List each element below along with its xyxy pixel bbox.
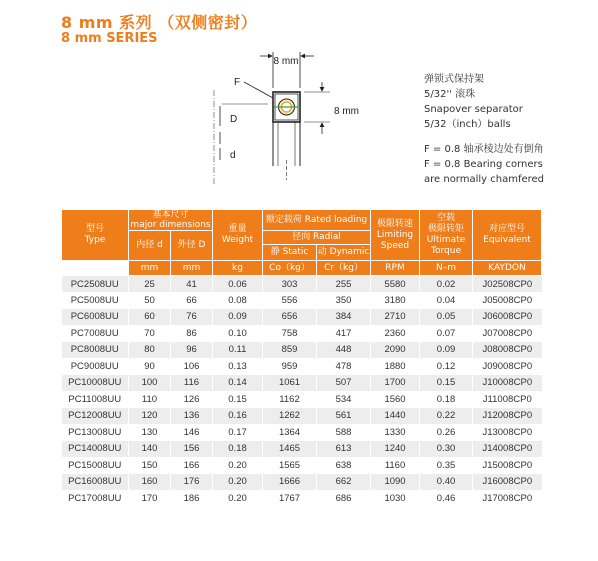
unit-inner-diameter: mm bbox=[129, 261, 171, 276]
cell-limiting-speed: 1160 bbox=[371, 457, 420, 474]
unit-weight: kg bbox=[213, 261, 263, 276]
cell-dynamic-load: 662 bbox=[317, 474, 371, 491]
note-chamfer-en-1: F = 0.8 Bearing corners bbox=[424, 159, 543, 170]
cell-static-load: 556 bbox=[263, 292, 317, 309]
cell-inner-d: 100 bbox=[129, 375, 171, 392]
cell-dynamic-load: 561 bbox=[317, 408, 371, 425]
table-row bbox=[62, 309, 542, 326]
cell-static-load: 1364 bbox=[263, 424, 317, 441]
cell-equivalent: J17008CP0 bbox=[473, 490, 542, 507]
note-chamfer-cn: F = 0.8 轴承棱边处有倒角 bbox=[424, 144, 544, 155]
cell-static-load: 1162 bbox=[263, 391, 317, 408]
cell-static-load: 303 bbox=[263, 276, 317, 293]
cell-limiting-speed: 1240 bbox=[371, 441, 420, 458]
unit-torque: N–m bbox=[420, 261, 473, 276]
table-row bbox=[62, 292, 542, 309]
cell-inner-d: 70 bbox=[129, 325, 171, 342]
cell-dynamic-load: 448 bbox=[317, 342, 371, 359]
height-dimension-label: 8 mm bbox=[334, 106, 359, 117]
note-separator-cn: 弹锁式保持架 bbox=[424, 74, 484, 85]
cell-dynamic-load: 478 bbox=[317, 358, 371, 375]
cell-limiting-speed: 2360 bbox=[371, 325, 420, 342]
width-dimension-label: 8 mm bbox=[273, 56, 299, 67]
note-balls-cn: 5/32'' 滚珠 bbox=[424, 89, 476, 100]
cell-outer-d: 41 bbox=[171, 276, 213, 293]
header-rated-loading: 额定载荷 Rated loading bbox=[263, 210, 371, 231]
cell-dynamic-load: 350 bbox=[317, 292, 371, 309]
cell-weight: 0.20 bbox=[213, 457, 263, 474]
outer-diameter-label: D bbox=[230, 114, 238, 125]
cell-inner-d: 25 bbox=[129, 276, 171, 293]
cell-type: PC16008UU bbox=[62, 474, 129, 491]
cell-inner-d: 60 bbox=[129, 309, 171, 326]
cell-outer-d: 186 bbox=[171, 490, 213, 507]
cell-equivalent: J06008CP0 bbox=[473, 309, 542, 326]
cell-ultimate-torque: 0.35 bbox=[420, 457, 473, 474]
cell-static-load: 1262 bbox=[263, 408, 317, 425]
cell-static-load: 656 bbox=[263, 309, 317, 326]
cell-outer-d: 106 bbox=[171, 358, 213, 375]
table-row bbox=[62, 441, 542, 458]
cell-weight: 0.09 bbox=[213, 309, 263, 326]
note-separator-en: Snapover separator bbox=[424, 104, 523, 115]
unit-static: Co（kg） bbox=[263, 261, 317, 276]
unit-equivalent: KAYDON bbox=[473, 261, 542, 276]
cell-inner-d: 110 bbox=[129, 391, 171, 408]
cell-outer-d: 156 bbox=[171, 441, 213, 458]
header-limiting-speed: 极限转速 Limiting Speed bbox=[371, 210, 420, 261]
cell-outer-d: 146 bbox=[171, 424, 213, 441]
cell-type: PC11008UU bbox=[62, 391, 129, 408]
cell-ultimate-torque: 0.22 bbox=[420, 408, 473, 425]
cell-equivalent: J13008CP0 bbox=[473, 424, 542, 441]
cell-outer-d: 136 bbox=[171, 408, 213, 425]
cell-type: PC5008UU bbox=[62, 292, 129, 309]
cell-type: PC7008UU bbox=[62, 325, 129, 342]
cell-equivalent: J15008CP0 bbox=[473, 457, 542, 474]
bearing-cross-section-diagram bbox=[200, 48, 380, 188]
table-row bbox=[62, 408, 542, 425]
cell-dynamic-load: 255 bbox=[317, 276, 371, 293]
cell-inner-d: 90 bbox=[129, 358, 171, 375]
cell-limiting-speed: 1090 bbox=[371, 474, 420, 491]
cell-ultimate-torque: 0.02 bbox=[420, 276, 473, 293]
cell-ultimate-torque: 0.12 bbox=[420, 358, 473, 375]
header-ultimate-torque: 空载 极限转矩 Ultimate Torque bbox=[420, 210, 473, 261]
table-row bbox=[62, 375, 542, 392]
cell-limiting-speed: 1880 bbox=[371, 358, 420, 375]
cell-ultimate-torque: 0.40 bbox=[420, 474, 473, 491]
cell-equivalent: J11008CP0 bbox=[473, 391, 542, 408]
cell-weight: 0.20 bbox=[213, 474, 263, 491]
cell-type: PC15008UU bbox=[62, 457, 129, 474]
cell-dynamic-load: 417 bbox=[317, 325, 371, 342]
cell-ultimate-torque: 0.09 bbox=[420, 342, 473, 359]
cell-limiting-speed: 1330 bbox=[371, 424, 420, 441]
header-static: 静 Static bbox=[263, 245, 317, 261]
cell-ultimate-torque: 0.30 bbox=[420, 441, 473, 458]
header-type: 型号 Type bbox=[62, 210, 129, 261]
cell-outer-d: 166 bbox=[171, 457, 213, 474]
cell-equivalent: J16008CP0 bbox=[473, 474, 542, 491]
cell-weight: 0.08 bbox=[213, 292, 263, 309]
cell-dynamic-load: 534 bbox=[317, 391, 371, 408]
cell-dynamic-load: 686 bbox=[317, 490, 371, 507]
cell-static-load: 1061 bbox=[263, 375, 317, 392]
cell-weight: 0.18 bbox=[213, 441, 263, 458]
cell-type: PC10008UU bbox=[62, 375, 129, 392]
note-balls-en: 5/32（inch）balls bbox=[424, 119, 511, 130]
header-weight: 重量 Weight bbox=[213, 210, 263, 261]
unit-dynamic: Cr（kg） bbox=[317, 261, 371, 276]
table-row bbox=[62, 474, 542, 491]
cell-type: PC8008UU bbox=[62, 342, 129, 359]
cell-ultimate-torque: 0.46 bbox=[420, 490, 473, 507]
cell-equivalent: J09008CP0 bbox=[473, 358, 542, 375]
table-row bbox=[62, 490, 542, 507]
cell-type: PC17008UU bbox=[62, 490, 129, 507]
cell-weight: 0.20 bbox=[213, 490, 263, 507]
header-outer-diameter: 外径 D bbox=[171, 231, 213, 261]
cell-weight: 0.10 bbox=[213, 325, 263, 342]
cell-weight: 0.11 bbox=[213, 342, 263, 359]
cell-ultimate-torque: 0.26 bbox=[420, 424, 473, 441]
cell-limiting-speed: 1700 bbox=[371, 375, 420, 392]
cell-dynamic-load: 507 bbox=[317, 375, 371, 392]
cell-limiting-speed: 2090 bbox=[371, 342, 420, 359]
cell-type: PC6008UU bbox=[62, 309, 129, 326]
table-row bbox=[62, 325, 542, 342]
cell-inner-d: 130 bbox=[129, 424, 171, 441]
cell-inner-d: 50 bbox=[129, 292, 171, 309]
cell-outer-d: 116 bbox=[171, 375, 213, 392]
header-radial: 径向 Radial bbox=[263, 231, 371, 245]
cell-limiting-speed: 1440 bbox=[371, 408, 420, 425]
cell-outer-d: 96 bbox=[171, 342, 213, 359]
table-row bbox=[62, 342, 542, 359]
cell-outer-d: 76 bbox=[171, 309, 213, 326]
table-row bbox=[62, 391, 542, 408]
cell-static-load: 1666 bbox=[263, 474, 317, 491]
cell-type: PC2508UU bbox=[62, 276, 129, 293]
table-row bbox=[62, 358, 542, 375]
cell-inner-d: 170 bbox=[129, 490, 171, 507]
cell-equivalent: J10008CP0 bbox=[473, 375, 542, 392]
chamfer-f-label: F bbox=[234, 77, 241, 88]
cell-type: PC14008UU bbox=[62, 441, 129, 458]
cell-equivalent: J02508CP0 bbox=[473, 276, 542, 293]
cell-equivalent: J05008CP0 bbox=[473, 292, 542, 309]
cell-inner-d: 160 bbox=[129, 474, 171, 491]
note-chamfer-en-2: are normally chamfered bbox=[424, 174, 545, 185]
unit-outer-diameter: mm bbox=[171, 261, 213, 276]
cell-weight: 0.15 bbox=[213, 391, 263, 408]
bearing-notes bbox=[424, 72, 544, 187]
cell-inner-d: 150 bbox=[129, 457, 171, 474]
cell-static-load: 1767 bbox=[263, 490, 317, 507]
bearing-spec-table bbox=[61, 209, 542, 507]
table-row bbox=[62, 424, 542, 441]
cell-inner-d: 140 bbox=[129, 441, 171, 458]
cell-limiting-speed: 5580 bbox=[371, 276, 420, 293]
cell-type: PC13008UU bbox=[62, 424, 129, 441]
cell-outer-d: 66 bbox=[171, 292, 213, 309]
cell-dynamic-load: 588 bbox=[317, 424, 371, 441]
cell-weight: 0.13 bbox=[213, 358, 263, 375]
header-dynamic: 动 Dynamic bbox=[317, 245, 371, 261]
header-major-dimensions: 基本尺寸 major dimensions bbox=[130, 210, 211, 230]
cell-type: PC9008UU bbox=[62, 358, 129, 375]
cell-static-load: 1565 bbox=[263, 457, 317, 474]
cell-weight: 0.17 bbox=[213, 424, 263, 441]
cell-static-load: 959 bbox=[263, 358, 317, 375]
cell-ultimate-torque: 0.05 bbox=[420, 309, 473, 326]
cell-ultimate-torque: 0.04 bbox=[420, 292, 473, 309]
series-title-en: 8 mm SERIES bbox=[61, 31, 158, 46]
cell-static-load: 758 bbox=[263, 325, 317, 342]
cell-equivalent: J14008CP0 bbox=[473, 441, 542, 458]
cell-ultimate-torque: 0.15 bbox=[420, 375, 473, 392]
cell-dynamic-load: 384 bbox=[317, 309, 371, 326]
cell-weight: 0.14 bbox=[213, 375, 263, 392]
cell-limiting-speed: 3180 bbox=[371, 292, 420, 309]
cell-outer-d: 176 bbox=[171, 474, 213, 491]
cell-ultimate-torque: 0.18 bbox=[420, 391, 473, 408]
cell-weight: 0.06 bbox=[213, 276, 263, 293]
header-inner-diameter: 内径 d bbox=[129, 231, 171, 261]
inner-diameter-label: d bbox=[230, 150, 236, 161]
cell-type: PC12008UU bbox=[62, 408, 129, 425]
cell-limiting-speed: 1560 bbox=[371, 391, 420, 408]
cell-dynamic-load: 613 bbox=[317, 441, 371, 458]
cell-inner-d: 120 bbox=[129, 408, 171, 425]
table-row bbox=[62, 276, 542, 293]
cell-limiting-speed: 2710 bbox=[371, 309, 420, 326]
cell-inner-d: 80 bbox=[129, 342, 171, 359]
cell-outer-d: 86 bbox=[171, 325, 213, 342]
table-row bbox=[62, 457, 542, 474]
cell-equivalent: J12008CP0 bbox=[473, 408, 542, 425]
cell-outer-d: 126 bbox=[171, 391, 213, 408]
cell-weight: 0.16 bbox=[213, 408, 263, 425]
unit-speed: RPM bbox=[371, 261, 420, 276]
cell-equivalent: J08008CP0 bbox=[473, 342, 542, 359]
cell-ultimate-torque: 0.07 bbox=[420, 325, 473, 342]
cell-limiting-speed: 1030 bbox=[371, 490, 420, 507]
cell-dynamic-load: 638 bbox=[317, 457, 371, 474]
cell-static-load: 1465 bbox=[263, 441, 317, 458]
header-equivalent: 对应型号 Equivalent bbox=[473, 210, 542, 261]
cell-equivalent: J07008CP0 bbox=[473, 325, 542, 342]
series-title-cn: 8 mm 系列 （双侧密封） bbox=[61, 13, 258, 32]
cell-static-load: 859 bbox=[263, 342, 317, 359]
